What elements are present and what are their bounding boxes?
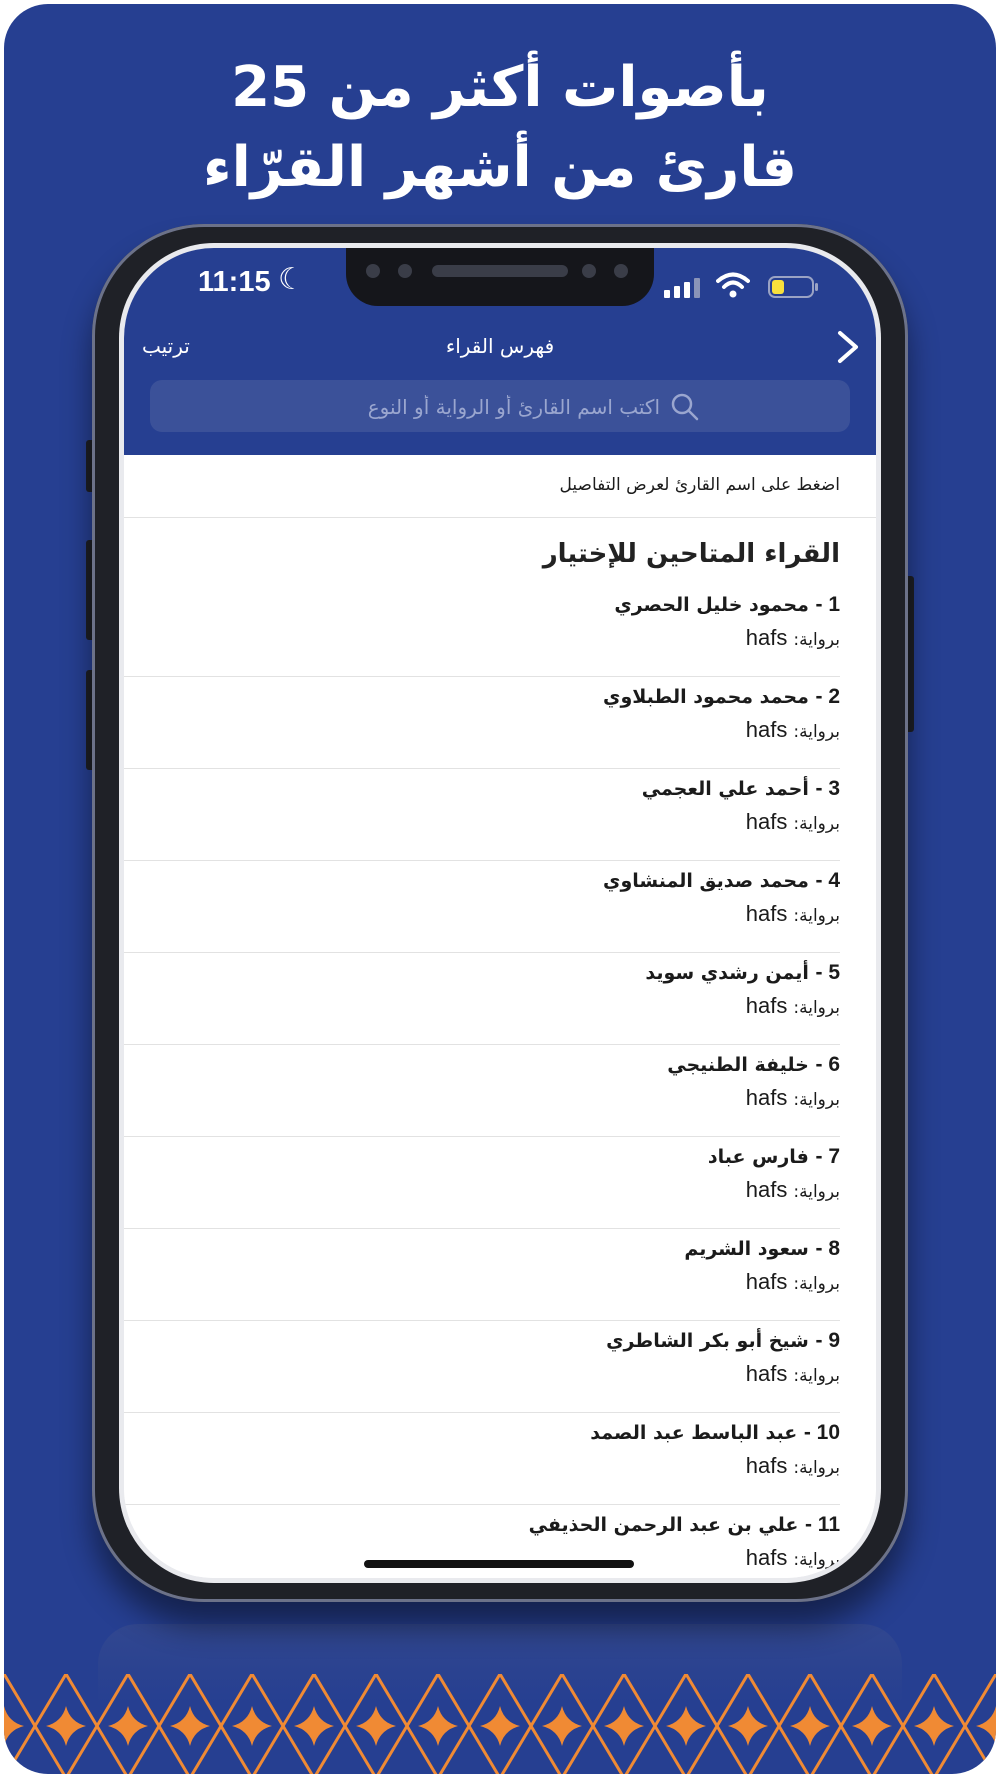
reciter-name [590,1421,840,1445]
reciter-name-text: أيمن رشدي سويد [645,962,809,984]
pattern-star [232,1706,272,1746]
app-header [124,248,876,455]
reciter-row[interactable] [124,1053,876,1145]
pattern-star [108,1706,148,1746]
reciter-name [614,593,840,617]
riwaya-value: hafs [745,1177,788,1202]
reciter-number: 7 - [815,1145,840,1168]
status-time: 11:15 [198,266,271,298]
divider [124,517,876,518]
pattern-star [914,1706,954,1746]
riwaya-label: برواية: [793,998,840,1018]
riwaya-label: برواية: [793,722,840,742]
riwaya-value: hafs [745,625,788,650]
pattern-star [976,1706,996,1746]
riwaya-value: hafs [745,1361,788,1386]
riwaya-value: hafs [745,1085,788,1110]
reciter-number: 8 - [815,1237,840,1260]
divider [124,1136,840,1137]
reciter-number: 2 - [815,685,840,708]
pattern-star [790,1706,830,1746]
divider [124,676,840,677]
reciter-name-text: عبد الباسط عبد الصمد [590,1422,798,1444]
reciter-name-text: محمد محمود الطبلاوي [603,686,809,708]
reciter-name-text: محمود خليل الحصري [614,594,809,616]
cellular-signal-icon [664,278,704,298]
riwaya-label: برواية: [793,630,840,650]
reciter-name [603,685,840,709]
reciter-name-text: سعود الشريم [684,1238,809,1260]
riwaya-value: hafs [745,993,788,1018]
pattern-star [294,1706,334,1746]
reciter-number: 11 - [804,1513,840,1536]
divider [124,1412,840,1413]
reciter-list [124,593,876,1578]
reciter-riwaya [746,1453,840,1479]
reciter-row[interactable] [124,1237,876,1329]
search-input[interactable] [328,394,662,420]
reciter-riwaya [746,1361,840,1387]
phone-notch [346,248,654,306]
riwaya-label: برواية: [793,1090,840,1110]
pattern-star [542,1706,582,1746]
reciter-name [708,1145,840,1169]
moon-icon: ☾ [278,262,305,297]
riwaya-value: hafs [745,901,788,926]
divider [124,952,840,953]
reciter-riwaya [746,625,840,651]
reciter-riwaya [746,1085,840,1111]
divider [124,1044,840,1045]
divider [124,768,840,769]
headline-line-2: قارئ من أشهر القرّاء [202,135,798,200]
reciter-riwaya [746,717,840,743]
reciter-number: 9 - [815,1329,840,1352]
divider [124,1228,840,1229]
reciter-number: 4 - [815,869,840,892]
reciter-riwaya [746,1545,840,1571]
reciter-number: 1 - [815,593,840,616]
sensor-dot [614,264,628,278]
riwaya-label: برواية: [793,1366,840,1386]
riwaya-label: برواية: [793,1274,840,1294]
reciter-row[interactable] [124,961,876,1053]
riwaya-value: hafs [745,717,788,742]
wifi-icon [716,272,750,298]
reciter-row[interactable] [124,1329,876,1421]
reciter-name-text: محمد صديق المنشاوي [603,870,809,892]
sensor-dot [582,264,596,278]
reciter-name [684,1237,840,1261]
reciter-riwaya [746,1269,840,1295]
reciter-riwaya [746,993,840,1019]
pattern-star [170,1706,210,1746]
decorative-pattern [4,1674,996,1774]
reciter-row[interactable] [124,1513,876,1578]
riwaya-value: hafs [745,1545,788,1570]
reciter-number: 10 - [803,1421,840,1444]
riwaya-value: hafs [745,1453,788,1478]
reciter-name [645,961,840,985]
reciter-name-text: أحمد علي العجمي [641,778,809,800]
reciter-name-text: فارس عباد [707,1146,809,1168]
sort-button[interactable]: ترتيب [142,334,190,358]
earpiece-speaker [432,265,568,277]
reciter-number: 3 - [815,777,840,800]
reciters-content [124,455,876,1578]
reciter-row[interactable] [124,777,876,869]
battery-icon [768,276,820,298]
pattern-star [728,1706,768,1746]
pattern-star [4,1706,24,1746]
riwaya-label: برواية: [793,1182,840,1202]
riwaya-label: برواية: [793,1550,840,1570]
search-icon [670,392,700,422]
reciter-name [529,1513,840,1537]
promo-headline [4,48,996,208]
reciter-riwaya [746,1177,840,1203]
reciter-name-text: شيخ أبو بكر الشاطري [606,1330,809,1352]
reciter-name-text: خليفة الطنيجي [667,1054,809,1076]
reciter-riwaya [746,809,840,835]
reciter-number: 6 - [815,1053,840,1076]
reciter-row[interactable] [124,1421,876,1513]
riwaya-value: hafs [745,1269,788,1294]
reciter-row[interactable] [124,1145,876,1237]
section-title: القراء المتاحين للإختيار [542,539,840,569]
divider [124,860,840,861]
divider [124,1504,840,1505]
divider [124,1320,840,1321]
phone-power-button [908,576,914,732]
riwaya-value: hafs [745,809,788,834]
reciter-name [667,1053,840,1077]
reciter-name [603,869,840,893]
pattern-star [604,1706,644,1746]
pattern-star [666,1706,706,1746]
reciter-row[interactable] [124,685,876,777]
pattern-star [356,1706,396,1746]
pattern-star [418,1706,458,1746]
pattern-star [46,1706,86,1746]
phone-screen [124,248,876,1578]
reciter-row[interactable] [124,593,876,685]
sensor-dot [398,264,412,278]
pattern-star [852,1706,892,1746]
riwaya-label: برواية: [793,814,840,834]
reciter-name-text: علي بن عبد الرحمن الحذيفي [528,1514,799,1536]
reciter-number: 5 - [815,961,840,984]
reciter-row[interactable] [124,869,876,961]
headline-line-1: بأصوات أكثر من 25 [231,55,769,120]
phone-frame [92,224,908,1602]
camera-dot [366,264,380,278]
riwaya-label: برواية: [793,906,840,926]
riwaya-label: برواية: [793,1458,840,1478]
reciter-name [642,777,840,801]
reciter-name [606,1329,840,1353]
search-bar[interactable] [150,380,850,432]
reciter-riwaya [746,901,840,927]
home-indicator[interactable] [364,1560,634,1568]
instruction-text: اضغط على اسم القارئ لعرض التفاصيل [559,475,840,495]
page-title: فهرس القراء [445,334,555,358]
pattern-star [480,1706,520,1746]
